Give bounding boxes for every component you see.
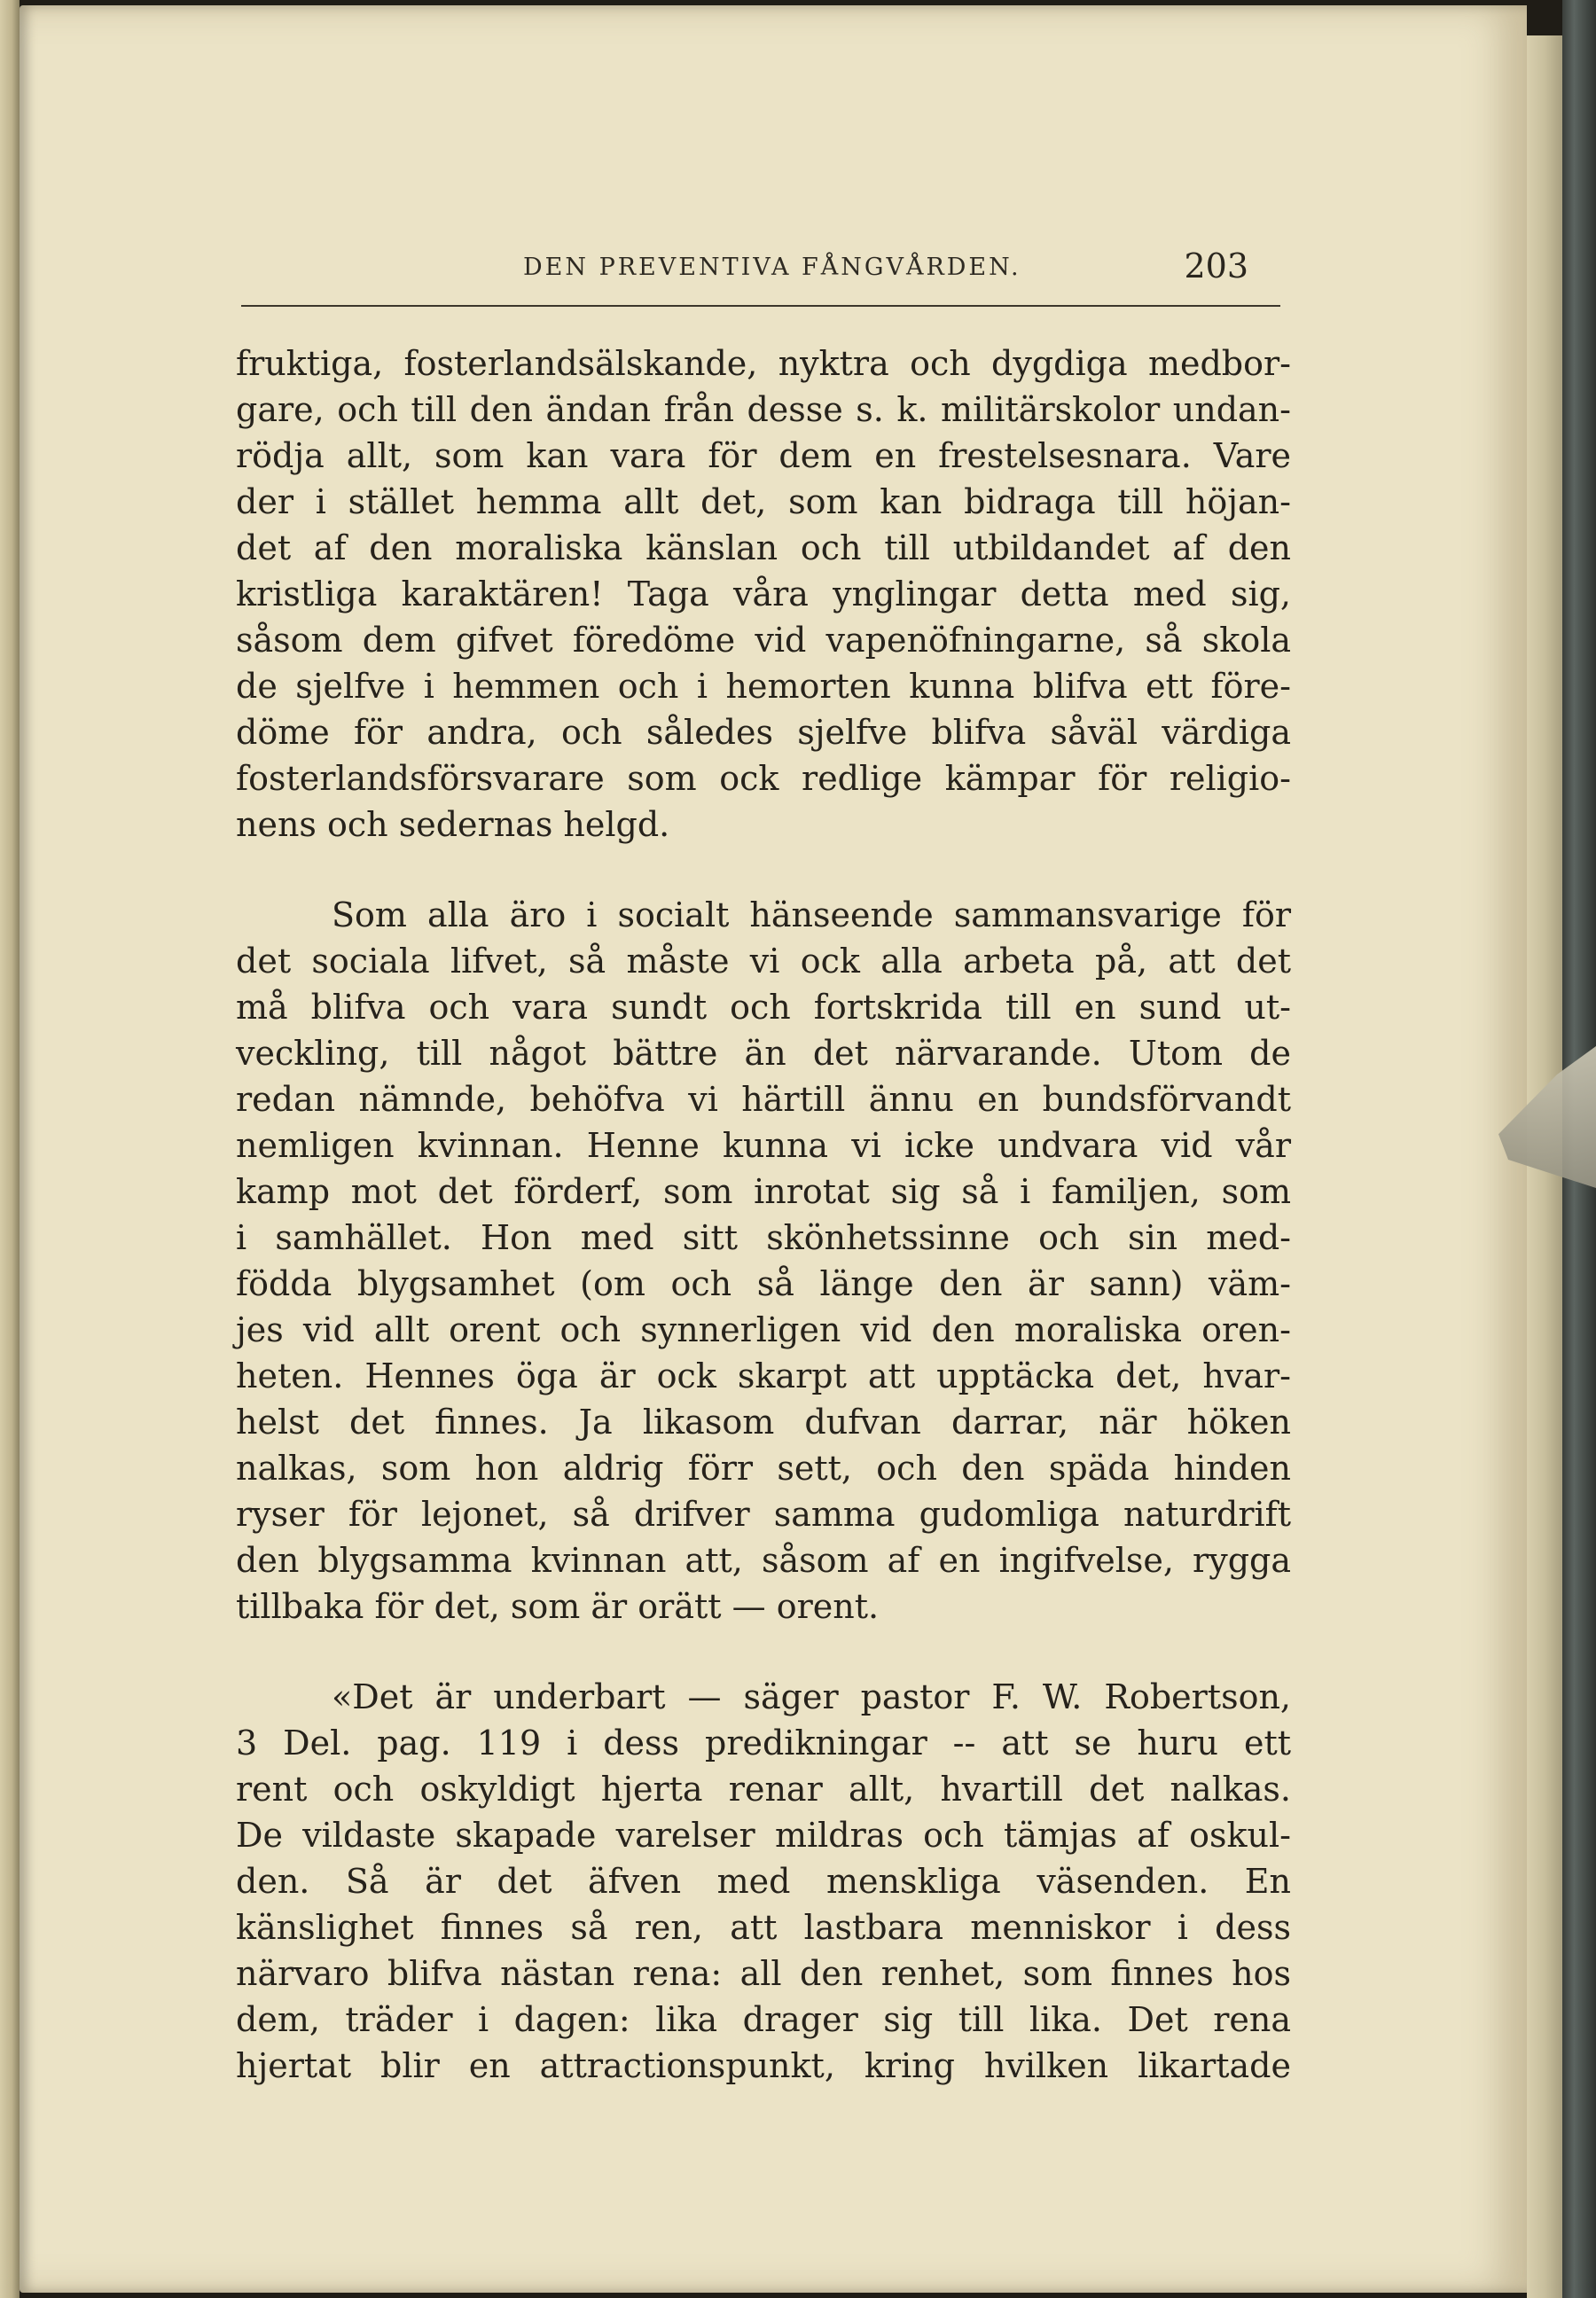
text-line: der i stället hemma allt det, som kan bidraga till höjan- xyxy=(236,482,1291,521)
text-line: kristliga karaktären! Taga våra ynglingar detta med sig, xyxy=(236,574,1291,614)
text-line: «Det är underbart — säger pastor F. W. Robertson, xyxy=(332,1677,1291,1716)
text-line: den blygsamma kvinnan att, såsom af en ingifvelse, rygga xyxy=(236,1541,1291,1580)
page-header xyxy=(241,246,1280,307)
text-line: De vildaste skapade varelser mildras och tämjas af oskul- xyxy=(236,1816,1291,1855)
running-title: DEN PREVENTIVA FÅNGVÅRDEN. xyxy=(523,254,1021,281)
text-line: i samhället. Hon med sitt skönhetssinne och sin med- xyxy=(236,1218,1291,1257)
text-line: Som alla äro i socialt hänseende sammansvarige för xyxy=(332,895,1291,934)
text-line: kamp mot det förderf, som inrotat sig så i familjen, som xyxy=(236,1172,1291,1211)
text-line: nemligen kvinnan. Henne kunna vi icke undvara vid vår xyxy=(236,1126,1291,1165)
text-line: såsom dem gifvet föredöme vid vapenöfningarne, så skola xyxy=(236,621,1291,660)
text-line: gare, och till den ändan från desse s. k. militärskolor undan- xyxy=(236,390,1291,429)
text-line: nens och sedernas helgd. xyxy=(236,805,670,844)
text-line: fruktiga, fosterlandsälskande, nyktra och dygdiga medbor- xyxy=(236,344,1291,383)
paragraph-3 xyxy=(236,1674,1291,2089)
book-binding-left xyxy=(0,0,20,2298)
text-line: veckling, till något bättre än det närvarande. Utom de xyxy=(236,1034,1291,1073)
text-line: fosterlandsförsvarare som ock redlige kämpar för religio- xyxy=(236,759,1291,798)
text-line: närvaro blifva nästan rena: all den renhet, som finnes hos xyxy=(236,1954,1291,1993)
text-line: känslighet finnes så ren, att lastbara menniskor i dess xyxy=(236,1908,1291,1947)
text-line: hjertat blir en attractionspunkt, kring hvilken likartade xyxy=(236,2046,1291,2085)
text-line: födda blygsamhet (om och så länge den är sann) väm- xyxy=(236,1264,1291,1303)
text-line: ryser för lejonet, så drifver samma gudomliga naturdrift xyxy=(236,1495,1291,1534)
text-line: redan nämnde, behöfva vi härtill ännu en bundsförvandt xyxy=(236,1080,1291,1119)
text-line: må blifva och vara sundt och fortskrida till en sund ut- xyxy=(236,988,1291,1027)
paragraph-1 xyxy=(236,340,1291,848)
text-line: rödja allt, som kan vara för dem en frestelsesnara. Vare xyxy=(236,436,1291,475)
body-text xyxy=(236,340,1291,2089)
text-line: nalkas, som hon aldrig förr sett, och den späda hinden xyxy=(236,1449,1291,1488)
text-line: de sjelfve i hemmen och i hemorten kunna blifva ett före- xyxy=(236,667,1291,706)
text-line: det af den moraliska känslan och till utbildandet af den xyxy=(236,528,1291,567)
text-line: jes vid allt orent och synnerligen vid den moraliska oren- xyxy=(236,1310,1291,1349)
text-line: döme för andra, och således sjelfve blifva såväl värdiga xyxy=(236,713,1291,752)
text-line: heten. Hennes öga är ock skarpt att upptäcka det, hvar- xyxy=(236,1356,1291,1395)
text-line: dem, träder i dagen: lika drager sig till lika. Det rena xyxy=(236,2000,1291,2039)
text-line: rent och oskyldigt hjerta renar allt, hvartill det nalkas. xyxy=(236,1770,1291,1809)
paragraph-2 xyxy=(236,892,1291,1630)
text-line: 3 Del. pag. 119 i dess predikningar -- att se huru ett xyxy=(236,1724,1291,1763)
page-number: 203 xyxy=(1184,246,1248,285)
text-line: tillbaka för det, som är orätt — orent. xyxy=(236,1587,880,1626)
text-line: den. Så är det äfven med menskliga väsenden. En xyxy=(236,1862,1291,1901)
text-line: helst det finnes. Ja likasom dufvan darrar, när höken xyxy=(236,1403,1291,1442)
text-line: det sociala lifvet, så måste vi ock alla arbeta på, att det xyxy=(236,942,1291,981)
